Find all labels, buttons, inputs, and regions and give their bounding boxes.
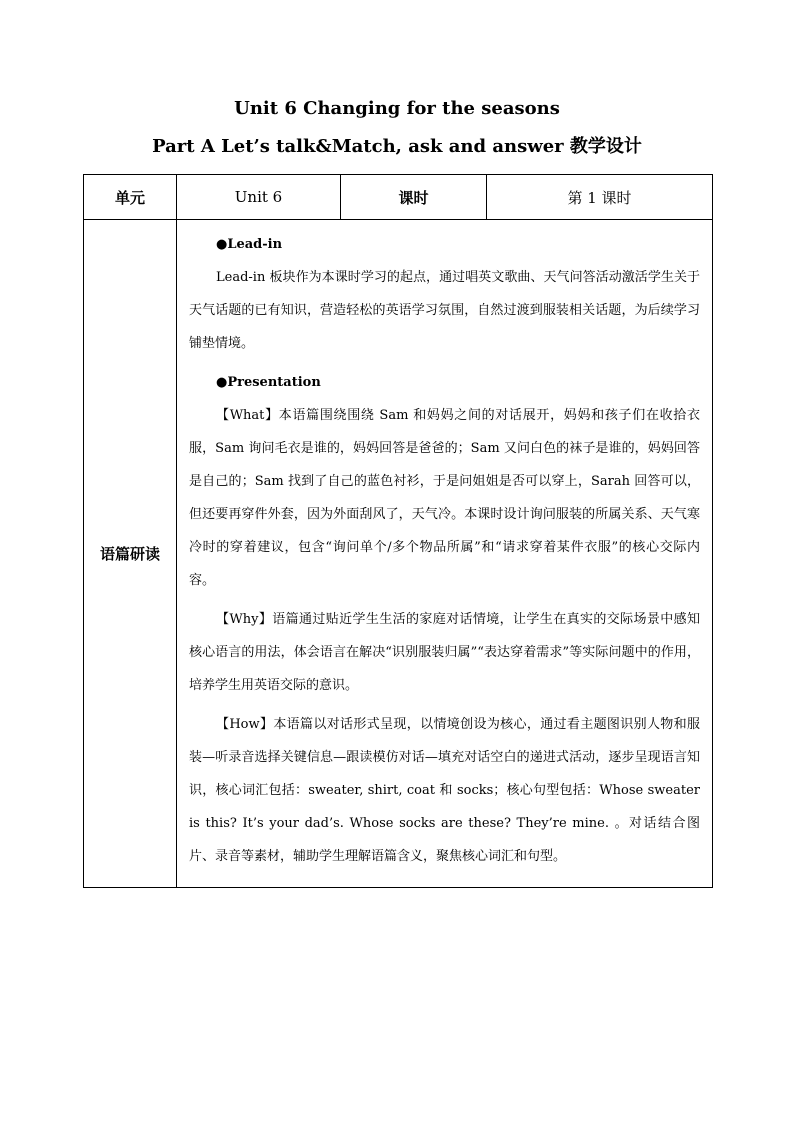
unit-label: 单元 xyxy=(84,175,177,220)
leadin-paragraph: Lead-in 板块作为本课时学习的起点，通过唱英文歌曲、天气问答活动激活学生关于天气话题的已有知识，营造轻松的英语学习氛围，自然过渡到服装相关话题，为后续学习铺垫情境。 xyxy=(189,270,700,351)
header-row xyxy=(84,175,713,220)
lesson-plan-table xyxy=(83,174,713,888)
why-paragraph: 【Why】语篇通过贴近学生生活的家庭对话情境，让学生在真实的交际场景中感知核心语言的用法，体会语言在解决“识别服装归属”“表达穿着需求”等实际问题中的作用，培养学生用英语交际的意识。 xyxy=(189,612,700,693)
what-paragraph: 【What】本语篇围绕围绕 Sam 和妈妈之间的对话展开，妈妈和孩子们在收拾衣服，Sam 询问毛衣是谁的，妈妈回答是爸爸的；Sam 又问白色的袜子是谁的，妈妈回答是自己的；Sam 找到了自己的蓝色衬衫，于是问姐姐是否可以穿上，Sarah 回答可以，但还要再穿件外套，因为外面刮风了，天气冷。本课时设计询问服装的所属关系、天气寒冷时的穿着建议，包含“询问单个/多个物品所属”和“请求穿着某件衣服”的核心交际内容。 xyxy=(189,408,700,588)
period-value: 第 1 课时 xyxy=(487,175,713,220)
document-title: Unit 6 Changing for the seasons xyxy=(234,98,560,119)
unit-value: Unit 6 xyxy=(177,175,341,220)
leadin-heading: ●Lead-in xyxy=(216,237,283,252)
presentation-heading: ●Presentation xyxy=(216,375,321,390)
content-row xyxy=(84,220,713,888)
how-paragraph: 【How】本语篇以对话形式呈现，以情境创设为核心，通过看主题图识别人物和服装—听录音选择关键信息—跟读模仿对话—填充对话空白的递进式活动，逐步呈现语言知识，核心词汇包括：sweater, shirt, coat 和 socks；核心句型包括：Whose sweater is this? It’s your dad’s. Whose socks are these? They’re mine. 。对话结合图片、录音等素材，辅助学生理解语篇含义，聚焦核心词汇和句型。 xyxy=(189,717,700,864)
section-label: 语篇研读 xyxy=(84,220,177,888)
section-content xyxy=(177,220,713,888)
document-subtitle: Part A Let’s talk&Match, ask and answer 教学设计 xyxy=(152,136,642,157)
period-label: 课时 xyxy=(341,175,487,220)
